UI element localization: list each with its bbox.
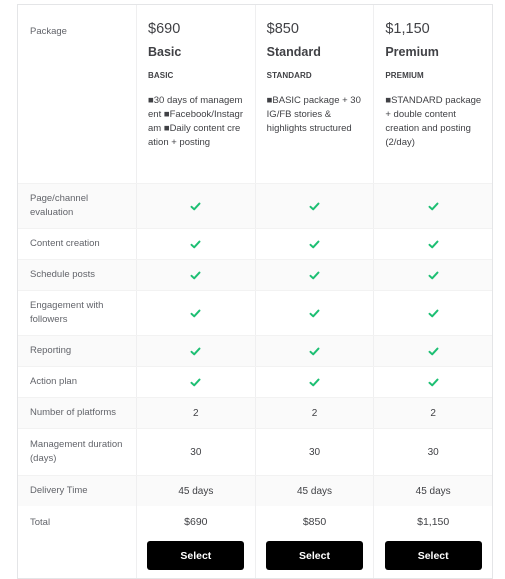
package-header-row [18,5,492,184]
feature-row [18,184,492,229]
feature-value-text: 30 [308,446,321,458]
feature-value [137,184,256,228]
feature-value-text: 45 days [296,485,333,497]
feature-value [256,229,375,259]
feature-value-text: 2 [193,407,199,419]
package-standard [256,5,375,183]
feature-value [374,367,492,397]
checkmark-icon [190,202,201,211]
feature-label: Content creation [18,229,137,259]
select-basic-button[interactable]: Select [147,541,244,570]
package-description: ■30 days of management ■Facebook/Instagram ■Daily content creation + posting [148,95,243,148]
feature-value [256,476,375,506]
feature-rows [18,184,492,506]
checkmark-icon [309,202,320,211]
checkmark-icon [428,240,439,249]
feature-value [256,184,375,228]
total-price: $850 [302,516,327,528]
feature-value-text: 2 [311,407,318,419]
feature-value-text: 45 days [415,485,451,497]
package-description: ■BASIC package + 30 IG/FB stories & highlights structured [266,95,361,134]
checkmark-icon [309,309,320,318]
feature-value [256,291,375,335]
feature-label: Action plan [18,367,137,397]
feature-row [18,398,492,429]
feature-value [256,260,375,290]
feature-label: Page/channel evaluation [18,184,137,228]
feature-value [374,336,492,366]
checkmark-icon [428,378,439,387]
package-description: ■STANDARD package + double content creation and posting (2/day) [385,95,482,148]
package-name: Basic [148,45,182,59]
pricing-table [17,4,493,579]
package-name: Standard [266,45,321,59]
package-type: BASIC [148,71,174,80]
feature-row [18,336,492,367]
feature-value [256,398,375,428]
checkmark-icon [190,309,201,318]
feature-value-text: 45 days [178,485,214,497]
feature-row [18,291,492,336]
feature-value [137,476,256,506]
feature-label: Delivery Time [18,476,137,506]
feature-row [18,367,492,398]
total-basic [137,506,256,578]
package-type: PREMIUM [385,71,424,80]
package-price: $690 [148,21,181,37]
checkmark-icon [309,271,320,280]
feature-value [137,229,256,259]
total-price: $690 [184,516,208,528]
checkmark-icon [309,347,320,356]
package-price: $1,150 [385,21,430,37]
checkmark-icon [428,271,439,280]
package-label: Package [18,5,137,183]
feature-value-text: 30 [427,446,439,458]
feature-value [137,260,256,290]
feature-value [137,291,256,335]
total-premium [374,506,492,578]
checkmark-icon [190,240,201,249]
feature-value [256,336,375,366]
feature-row [18,260,492,291]
feature-row [18,476,492,506]
select-premium-button[interactable]: Select [385,541,482,570]
package-type: STANDARD [266,71,312,80]
checkmark-icon [309,240,320,249]
total-standard [256,506,375,578]
feature-value [374,476,492,506]
feature-label: Management duration (days) [18,429,137,475]
checkmark-icon [190,271,201,280]
total-row [18,506,492,578]
feature-value [137,367,256,397]
feature-value-text: 2 [430,407,436,419]
feature-value [374,229,492,259]
select-standard-button[interactable]: Select [266,541,363,570]
checkmark-icon [428,347,439,356]
feature-value [256,429,375,475]
package-name: Premium [385,45,439,59]
feature-value [137,398,256,428]
feature-row [18,229,492,260]
total-label: Total [18,506,137,578]
feature-value [374,260,492,290]
feature-value [374,429,492,475]
feature-value [256,367,375,397]
feature-value [374,398,492,428]
feature-value-text: 30 [190,446,202,458]
feature-label: Reporting [18,336,137,366]
feature-row [18,429,492,476]
feature-value [137,429,256,475]
checkmark-icon [428,309,439,318]
package-premium [374,5,492,183]
feature-label: Engagement with followers [18,291,137,335]
checkmark-icon [190,347,201,356]
feature-value [137,336,256,366]
feature-label: Schedule posts [18,260,137,290]
package-basic [137,5,256,183]
total-price: $1,150 [417,516,450,528]
feature-value [374,291,492,335]
feature-value [374,184,492,228]
feature-label: Number of platforms [18,398,137,428]
checkmark-icon [309,378,320,387]
package-price: $850 [266,21,299,37]
checkmark-icon [428,202,439,211]
checkmark-icon [190,378,201,387]
